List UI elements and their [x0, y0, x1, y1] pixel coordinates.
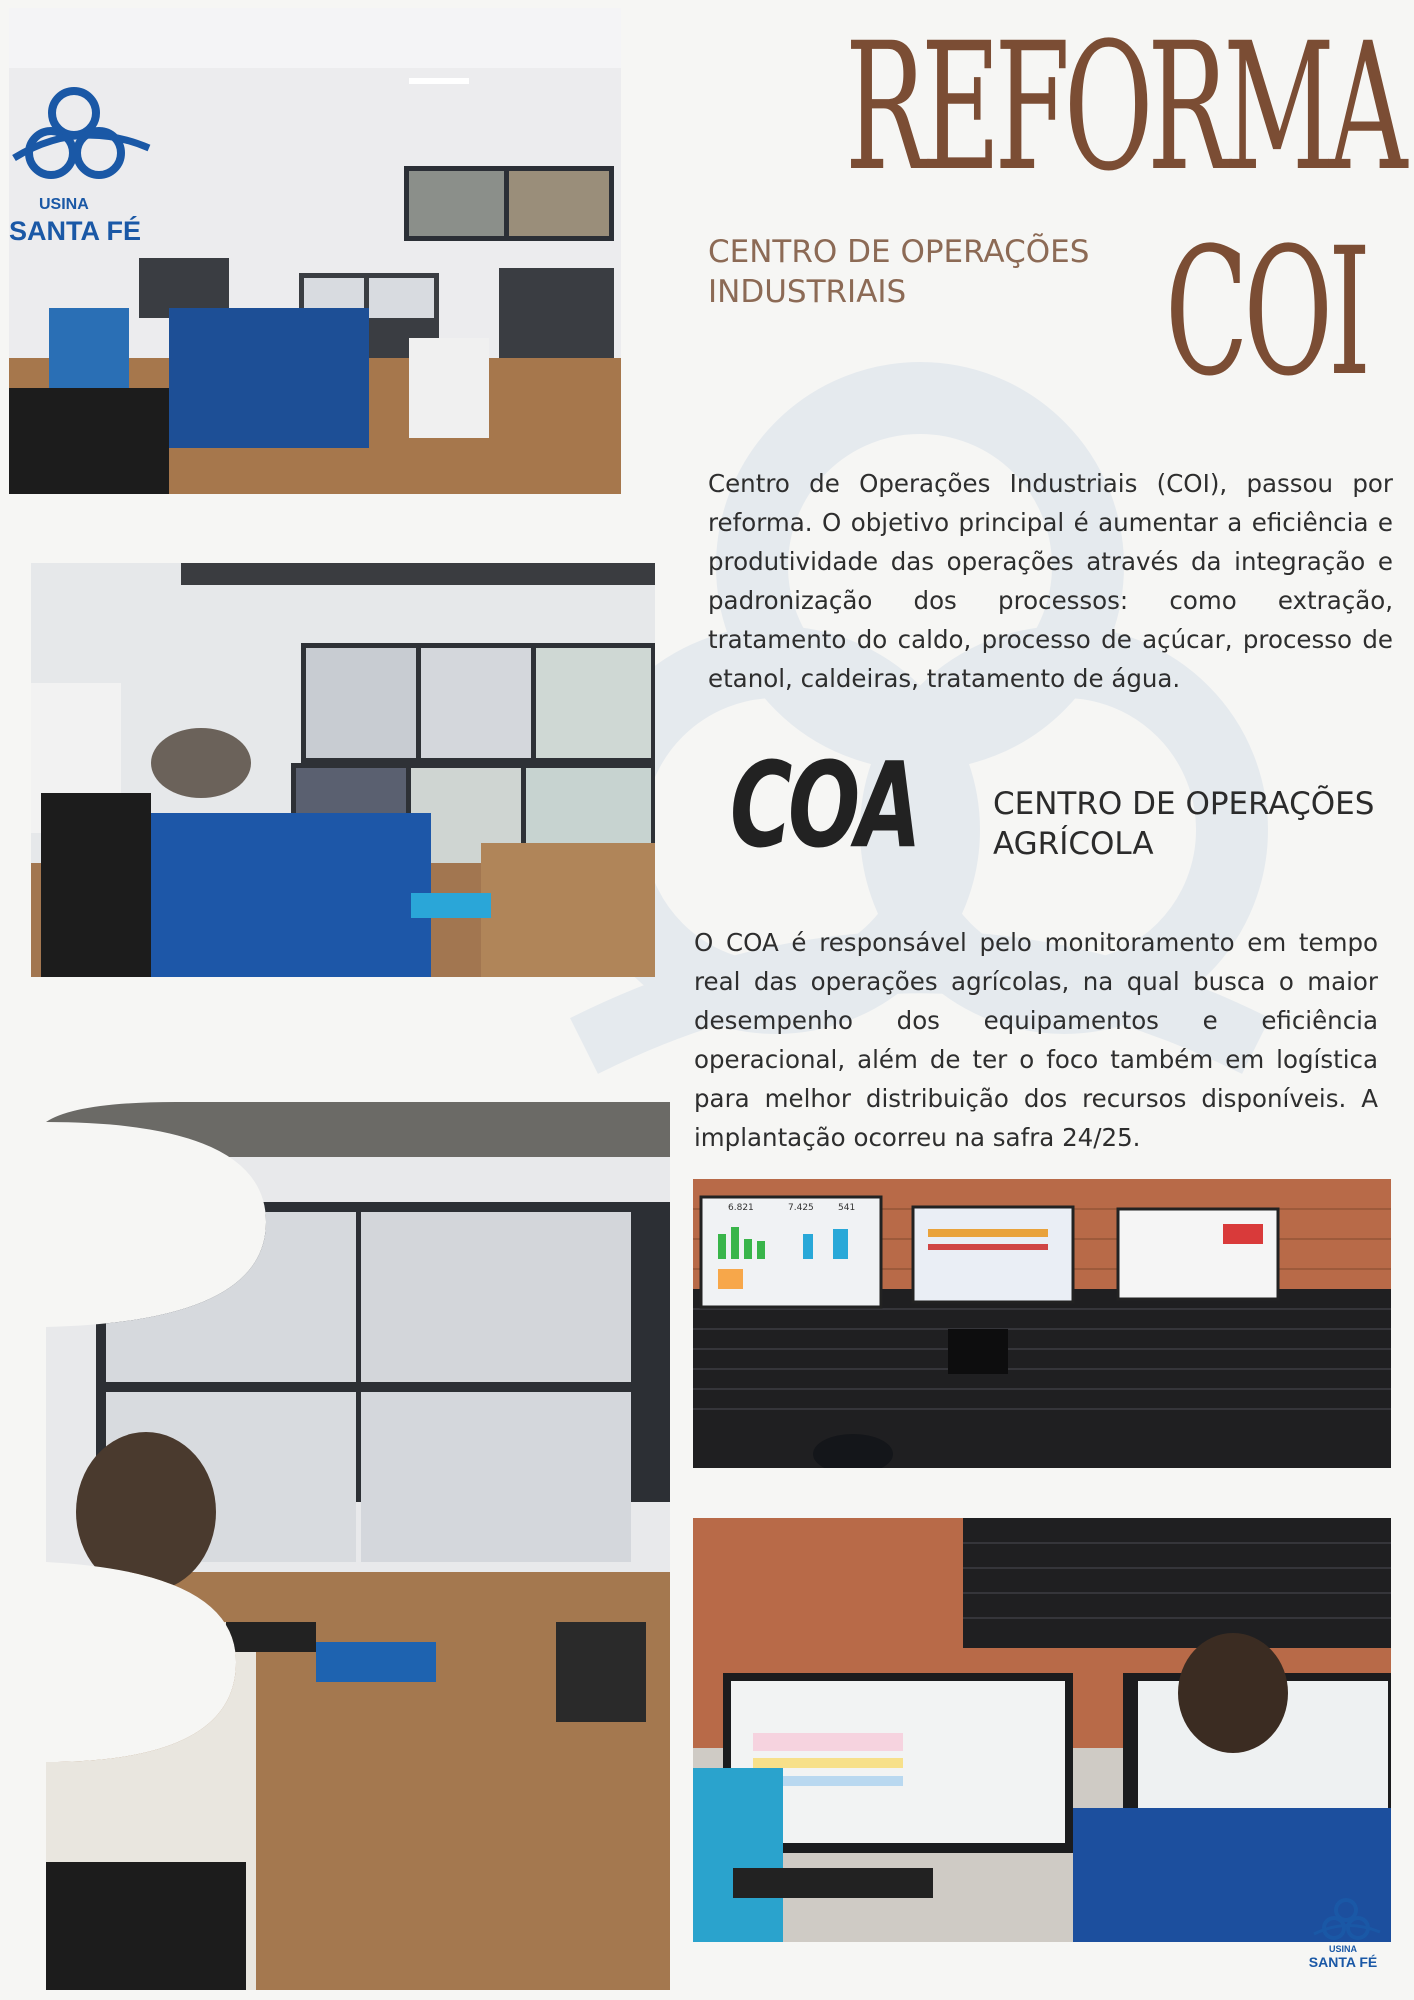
- coa-logo: COA: [730, 736, 918, 874]
- photo-coa-dashboards: [693, 1179, 1391, 1468]
- photo-logo-line2: SANTA FÉ: [9, 216, 141, 246]
- coa-subtitle: CENTRO DE OPERAÇÕES AGRÍCOLA: [993, 786, 1375, 862]
- photo-logo-line1: USINA: [39, 196, 89, 213]
- photo-control-room-2: [31, 563, 655, 977]
- brand-line2: SANTA FÉ: [1308, 1954, 1378, 1970]
- coi-paragraph: Centro de Operações Industriais (COI), passou por reforma. O objetivo principal é aumentar a eficiência e produtividade das operações através da integração e padronização dos processos: como extração, tratamento do caldo, processo de açúcar, processo de etanol, caldeiras, tratamento de água.: [708, 469, 1393, 693]
- coi-subtitle: CENTRO DE OPERAÇÕES INDUSTRIAIS: [708, 234, 1090, 310]
- coa-screen-value-1: 6.821: [728, 1203, 754, 1213]
- brand-logo-text: [1298, 1944, 1388, 1970]
- photo-control-room-1: [9, 8, 621, 494]
- brand-line1: USINA: [1328, 1944, 1357, 1954]
- coa-paragraph: O COA é responsável pelo monitoramento em tempo real das operações agrícolas, na qual busca o maior desempenho dos equipamentos e eficiência operacional, além de ter o foco também em logística para melhor distribuição dos recursos disponíveis. A implantação ocorreu na safra 24/25.: [694, 928, 1378, 1152]
- title-coi: COI: [1165, 210, 1367, 415]
- title-reforma: REFORMA: [845, 5, 1402, 210]
- photo-control-room-3: [46, 1102, 670, 1990]
- coa-screen-value-3: 541: [838, 1203, 856, 1213]
- coa-screen-value-2: 7.425: [788, 1203, 814, 1213]
- photo-coa-operators: [693, 1518, 1391, 1942]
